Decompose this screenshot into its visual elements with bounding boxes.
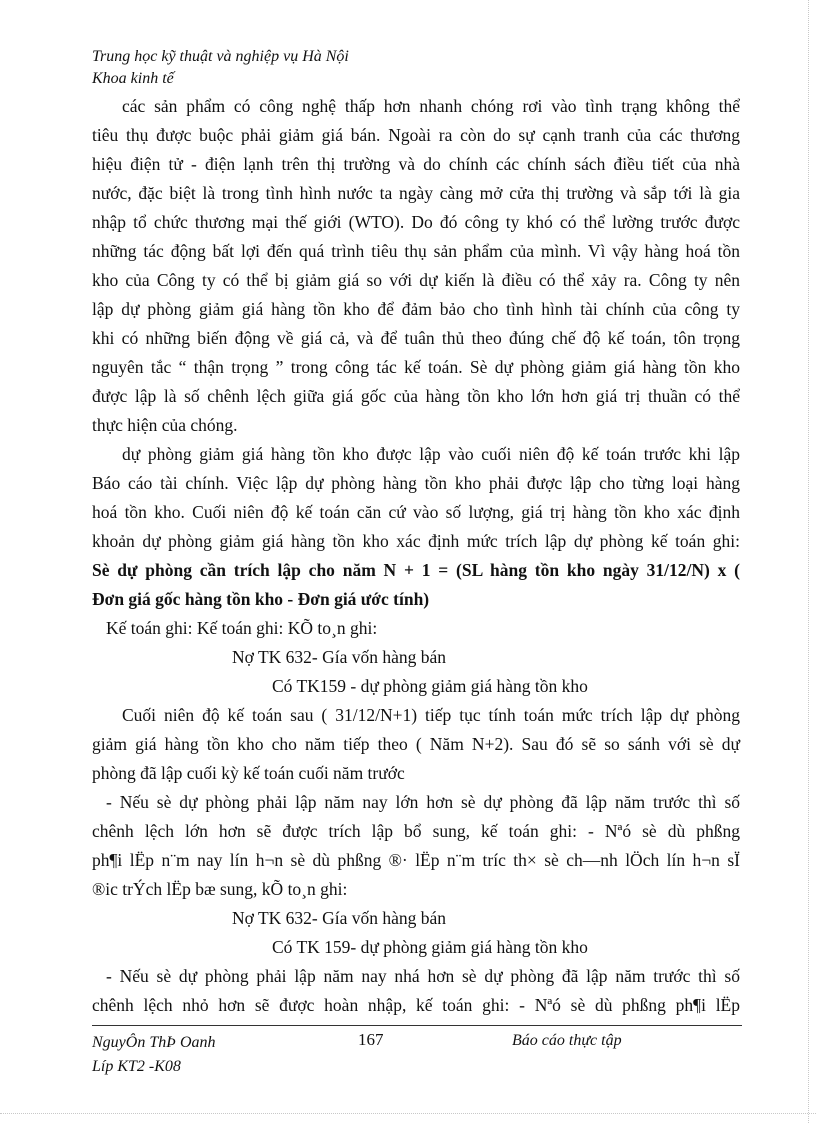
body-line-24: phòng đã lập cuối kỳ kế toán cuối năm trước	[92, 763, 405, 783]
body-line-22: Cuối niên độ kế toán sau ( 31/12/N+1) tiếp tục tính toán mức trích lập dự phòng	[122, 705, 740, 725]
body-line-7: kho của Công ty có thể bị giảm giá so với dự kiến là điều có thể xảy ra. Công ty nên	[92, 270, 740, 290]
body-line-15: hoá tồn kho. Cuối niên độ kế toán căn cứ vào số lượng, giá trị hàng tồn kho xác định	[92, 502, 740, 522]
footer-divider	[92, 1025, 742, 1026]
body-line-31: - Nếu sè dự phòng phải lập năm nay nhá hơn sè dự phòng đã lập năm trước thì số	[106, 966, 740, 986]
formula-line-2: Đơn giá gốc hàng tồn kho - Đơn giá ước tính)	[92, 589, 430, 609]
footer-class: Líp KT2 -K08	[92, 1058, 181, 1075]
body-line-9: khi có những biến động về giá cả, và để tuân thủ theo đúng chế độ kế toán, tôn trọng	[92, 328, 740, 348]
body-line-14: Báo cáo tài chính. Việc lập dự phòng hàng tồn kho phải được lập cho từng loại hàng	[92, 473, 740, 493]
entry-debit-2: Nợ TK 632- Gía vốn hàng bán	[232, 908, 447, 928]
footer-report-title: Báo cáo thực tập	[512, 1032, 622, 1049]
body-line-11: được lập là số chênh lệch giữa giá gốc của hàng tồn kho lớn hơn giá trị thuần có thể	[92, 386, 740, 406]
body-line-13: dự phòng giảm giá hàng tồn kho được lập vào cuối niên độ kế toán trước khi lập	[122, 444, 740, 464]
formula-line-1: Sè dự phòng cần trích lập cho năm N + 1 = (SL hàng tồn kho ngày 31/12/N) x (	[92, 560, 740, 580]
body-line-6: những tác động bất lợi đến quá trình tiêu thụ sản phẩm của mình. Vì vậy hàng hoá tồn	[92, 241, 740, 261]
body-line-27: ph¶i lËp n¨m nay lín h¬n sè dù phßng ®· lËp n¨m tríc th× sè ch—nh lÖch lín h¬n sÏ	[92, 850, 740, 870]
body-line-26: chênh lệch lớn hơn sẽ được trích lập bổ sung, kế toán ghi: - Nªó sè dù phßng	[92, 821, 740, 841]
body-line-4: nước, đặc biệt là trong tình hình nước ta ngày càng mở cửa thị trường và sắp tới là gia	[92, 183, 740, 203]
body-line-23: giảm giá hàng tồn kho cho năm tiếp theo ( Năm N+2). Sau đó sẽ so sánh với sè dự	[92, 734, 740, 754]
body-line-1: các sản phẩm có công nghệ thấp hơn nhanh chóng rơi vào tình trạng không thể	[122, 96, 740, 116]
body-line-25: - Nếu sè dự phòng phải lập năm nay lớn hơn sè dự phòng đã lập năm trước thì số	[106, 792, 740, 812]
footer-page-number: 167	[358, 1030, 384, 1049]
body-line-2: tiêu thụ được buộc phải giảm giá bán. Ngoài ra còn do sự cạnh tranh của các thương	[92, 125, 740, 145]
footer-author: NguyÔn ThÞ Oanh	[92, 1034, 216, 1051]
body-line-5: nhập tổ chức thương mại thế giới (WTO). Do đó công ty khó có thể lường trước được	[92, 212, 740, 232]
header-faculty: Khoa kinh tế	[92, 70, 174, 87]
entry-credit-1: Có TK159 - dự phòng giảm giá hàng tồn kho	[272, 676, 588, 696]
body-line-8: lập dự phòng giảm giá hàng tồn kho để đảm bảo cho tình hình tài chính của công ty	[92, 299, 740, 319]
body-line-10: nguyên tắc “ thận trọng ” trong công tác kế toán. Sè dự phòng giảm giá hàng tồn kho	[92, 357, 740, 377]
page-edge-right	[808, 0, 809, 1123]
body-line-32: chênh lệch nhỏ hơn sẽ được hoàn nhập, kế toán ghi: - Nªó sè dù phßng ph¶i lËp	[92, 995, 740, 1015]
entry-debit-1: Nợ TK 632- Gía vốn hàng bán	[232, 647, 447, 667]
entry-credit-2: Có TK 159- dự phòng giảm giá hàng tồn kho	[272, 937, 588, 957]
entry-label: Kế toán ghi: Kế toán ghi: KÕ to¸n ghi:	[106, 618, 378, 638]
page-edge-bottom	[0, 1113, 816, 1114]
body-line-16: khoản dự phòng giảm giá hàng tồn kho xác định mức trích lập dự phòng kế toán ghi:	[92, 531, 740, 551]
body-line-3: hiệu điện tử - điện lạnh trên thị trường và do chính các chính sách điều tiết của nhà	[92, 154, 740, 174]
body-line-12: thực hiện của chóng.	[92, 415, 238, 435]
header-school: Trung học kỹ thuật và nghiệp vụ Hà Nội	[92, 48, 349, 65]
body-line-28: ®ic trÝch lËp bæ sung, kÕ to¸n ghi:	[92, 879, 348, 899]
